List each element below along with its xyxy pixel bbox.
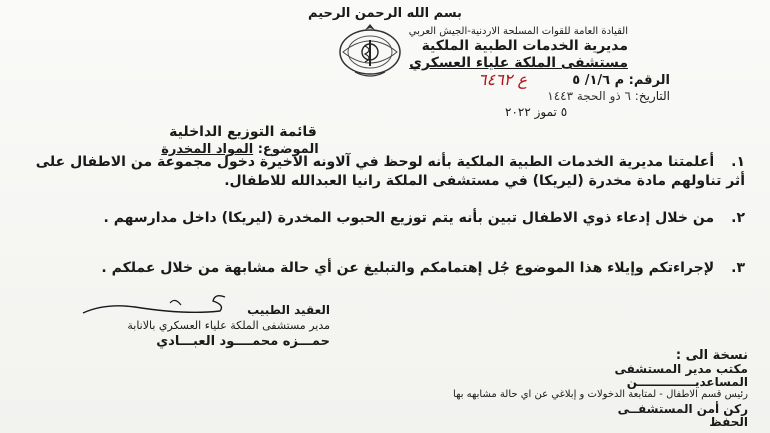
reference-handwritten: ع ٦٤٦٢	[478, 70, 528, 89]
paragraph-number: ٣.	[731, 260, 745, 276]
signatory-name: حمـــزه محمــــود العبـــادي	[156, 334, 330, 349]
date-hijri: : ٦ ذو الحجة ١٤٤٣	[547, 89, 639, 103]
paragraph-text: من خلال إدعاء ذوي الاطفال تبين بأنه يتم توزيع الحبوب المخدرة (ليريكا) داخل مدارسهم .	[103, 210, 715, 226]
copy-recipient: ركن أمن المستشفــى	[617, 402, 748, 416]
paragraph-text: لإجراءتكم وإيلاء هذا الموضوع جُل إهتمامكم والتبليغ عن أي حالة مشابهة من خلال عملكم .	[101, 260, 715, 276]
copy-recipient: الحفظ	[709, 415, 748, 429]
paragraph-2	[30, 209, 745, 228]
subject-value: المواد المخدرة	[161, 142, 254, 157]
paragraph-number: ١.	[731, 154, 745, 170]
signatory-rank: العقيد الطبيب	[247, 303, 330, 317]
paragraph-text: أعلمتنا مديرية الخدمات الطبية الملكية بأنه لوحظ في آلاونه الاخيرة دخول مجموعة من الاطفال على أثر تناولهم مادة مخدرة (ليريكا) في مستشفى الملكة رانيا العبدالله للاطفال.	[35, 154, 745, 189]
copy-recipient: رئيس قسم الاطفال - لمتابعة الدخولات و إبلاغي عن اي حالة مشابهه بها	[453, 389, 748, 400]
paragraph-number: ٢.	[731, 210, 745, 226]
copy-recipient: مكتب مدير المستشفى	[614, 362, 748, 376]
army-emblem-icon	[335, 22, 405, 82]
copies-heading: نسخة الى :	[675, 348, 748, 363]
reference-line	[572, 73, 670, 88]
distribution-list: قائمة التوزيع الداخلية	[169, 124, 317, 140]
copy-recipient: المساعديــــــــــــــن	[626, 375, 748, 389]
reference-value: : م ١/٦/ ٥	[572, 73, 634, 88]
basmala: بسم الله الرحمن الرحيم	[308, 6, 462, 21]
directorate-title: مديرية الخدمات الطبية الملكية	[421, 38, 628, 54]
paragraph-3	[30, 259, 745, 278]
date-gregorian: ٥ تموز ٢٠٢٢	[505, 105, 568, 119]
date-label: التاريخ	[638, 89, 670, 103]
signatory-position: مدير مستشفى الملكة علياء العسكري بالانابة	[127, 319, 330, 332]
date-line	[547, 89, 670, 103]
subject-label: الموضوع:	[257, 142, 319, 157]
paragraph-1	[30, 153, 745, 191]
reference-label: الرقم	[633, 73, 670, 88]
command-line: القيادة العامة للقوات المسلحة الاردنية-الجيش العربي	[408, 26, 628, 37]
hospital-title: مستشفى الملكة علياء العسكري	[409, 55, 628, 71]
